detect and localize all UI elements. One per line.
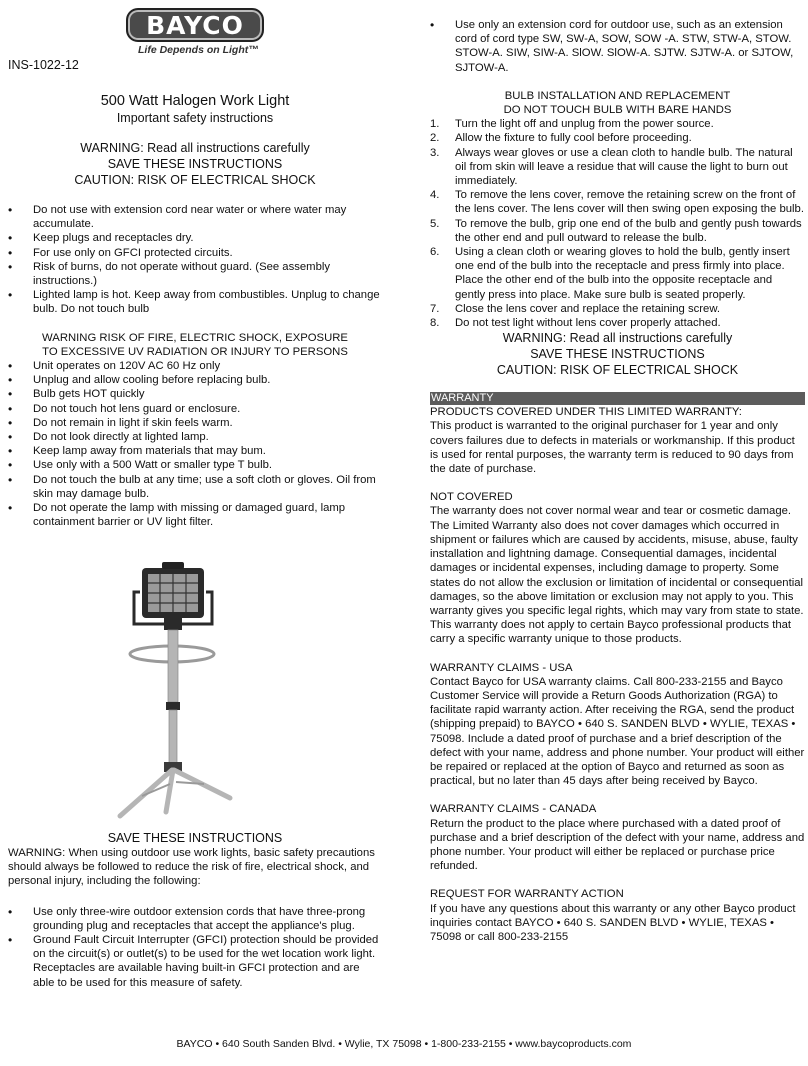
list-item: • Bulb gets HOT quickly xyxy=(8,387,382,401)
list-item: • Unit operates on 120V AC 60 Hz only xyxy=(8,359,382,373)
warning-line-3: CAUTION: RISK OF ELECTRICAL SHOCK xyxy=(74,173,316,187)
list-item: • Do not remain in light if skin feels warm. xyxy=(8,416,382,430)
list-item: • Keep plugs and receptacles dry. xyxy=(8,231,382,245)
list-item: • Unplug and allow cooling before replacing bulb. xyxy=(8,373,382,387)
step-number: 1. xyxy=(430,118,440,131)
right-column xyxy=(430,0,805,944)
logo-tagline: Life Depends on Light™ xyxy=(138,44,259,56)
list-item: • Lighted lamp is hot. Keep away from combustibles. Unplug to change bulb. Do not touch bulb xyxy=(8,288,382,316)
warning-2-line-3: CAUTION: RISK OF ELECTRICAL SHOCK xyxy=(496,363,739,378)
safety-list xyxy=(8,203,382,317)
work-light-illustration xyxy=(112,562,238,824)
not-covered-text: The warranty does not cover normal wear and tear or cosmetic damage. The Limited Warranty also does not cover damages which occurred in shipment or failures which are caused by accidents, misuse, abuse, faulty installation and lightning damage. Consequential damages, incidental damages or incidental expenses, including damage to property. Some states do not allow the exclusion or limitation of incidental or consequential damages, so the above limitation or exclusion may not apply to you. This warranty gives you specific legal rights, which may vary from state to state. This warranty does not apply to certain Bayco professional products that carry a specific warranty unique to those products. xyxy=(430,505,804,646)
bulb-heading-line-1: BULB INSTALLATION AND REPLACEMENT xyxy=(504,89,731,102)
list-item xyxy=(430,117,805,131)
step-number: 6. xyxy=(430,246,440,259)
fire-warning-line-1: WARNING RISK OF FIRE, ELECTRIC SHOCK, EXPOSURE xyxy=(42,331,348,344)
left-column xyxy=(8,0,382,529)
list-item: • Do not look directly at lighted lamp. xyxy=(8,430,382,444)
warning-line-2: SAVE THESE INSTRUCTIONS xyxy=(107,157,283,171)
canada-claims-heading: WARRANTY CLAIMS - CANADA xyxy=(430,803,597,816)
outdoor-list xyxy=(8,905,382,990)
warranty-bar: WARRANTY xyxy=(430,392,805,405)
step-text: Allow the fixture to fully cool before proceeding. xyxy=(455,132,692,145)
step-text: Always wear gloves or use a clean cloth to handle bulb. The natural oil from skin will leave a residue that will cause the light to burn out immediately. xyxy=(455,146,793,188)
list-item: • Ground Fault Circuit Interrupter (GFCI) protection should be provided on the circuit(s) or outlet(s) to be used for the wet location work light. Receptacles are available having built-in GFCI protection and are able to be used for this measure of safety. xyxy=(8,933,382,990)
step-text: Using a clean cloth or wearing gloves to hold the bulb, gently insert one end of the bulb into the receptacle and press firmly into place. Place the other end of the bulb into the opposite receptacle and gently press into place. Make sure bulb is seated properly. xyxy=(455,246,790,301)
list-item: • Use only an extension cord for outdoor use, such as an extension cord of cord type SW, SW-A, SOW, SOW -A. STW, STW-A, STOW. STOW-A. SIW, SIW-A. SlOW. SlOW-A. SJTW. SJTW-A. or SJTOW, SJTOW-A. xyxy=(430,18,805,75)
step-number: 3. xyxy=(430,146,440,159)
bulb-steps xyxy=(430,117,805,330)
list-item: • Risk of burns, do not operate without guard. (See assembly instructions.) xyxy=(8,260,382,288)
covered-heading: PRODUCTS COVERED UNDER THIS LIMITED WARRANTY: xyxy=(430,406,742,419)
step-text: To remove the lens cover, remove the retaining screw on the front of the lens cover. The lens cover will then swing open exposing the bulb. xyxy=(455,189,804,216)
warning-line-1: WARNING: Read all instructions carefully xyxy=(80,141,310,155)
usa-claims-heading: WARRANTY CLAIMS - USA xyxy=(430,661,573,674)
warning-2-line-2: SAVE THESE INSTRUCTIONS xyxy=(530,347,705,362)
step-text: Do not test light without lens cover properly attached. xyxy=(455,317,721,330)
list-item xyxy=(430,316,805,330)
outdoor-warning: WARNING: When using outdoor use work lights, basic safety precautions should always be followed to reduce the risk of fire, electrical shock, and personal injury, including the following: xyxy=(8,847,375,888)
outdoor-section xyxy=(8,830,382,990)
list-item xyxy=(430,188,805,216)
step-number: 8. xyxy=(430,317,440,330)
warning-2-line-1: WARNING: Read all instructions carefully xyxy=(502,331,733,346)
request-heading: REQUEST FOR WARRANTY ACTION xyxy=(430,888,624,901)
logo-text: BAYCO xyxy=(146,10,244,40)
step-text: Close the lens cover and replace the retaining screw. xyxy=(455,302,720,315)
canada-claims-text: Return the product to the place where purchased with a dated proof of purchase and a brief description of the defect with your name, address and phone number. Your product will either be replaced or purchase price refunded. xyxy=(430,817,805,873)
list-item: • Do not use with extension cord near water or where water may accumulate. xyxy=(8,203,382,231)
usa-claims-text: Contact Bayco for USA warranty claims. Call 800-233-2155 and Bayco Customer Service will provide a Return Goods Authorization (RGA) to facilitate rapid warranty action. After receiving the RGA, send the product (shipping prepaid) to BAYCO • 640 S. SANDEN BLVD • WYLIE, TEXAS • 75098. Include a dated proof of purchase and a brief description of the defect with your name, address and phone number. Your product will either be repaired or replaced at the option of Bayco and returned as soon as practical, but no later than 45 days after being received by Bayco. xyxy=(430,675,805,788)
fire-list xyxy=(8,359,382,529)
save-heading: SAVE THESE INSTRUCTIONS xyxy=(107,831,283,845)
list-item: • Do not operate the lamp with missing or damaged guard, lamp containment barrier or UV light filter. xyxy=(8,501,382,529)
bulb-heading-line-2: DO NOT TOUCH BULB WITH BARE HANDS xyxy=(503,104,732,117)
cord-list xyxy=(430,18,805,75)
fire-warning-line-2: TO EXCESSIVE UV RADIATION OR INJURY TO PERSONS xyxy=(42,345,348,358)
step-number: 4. xyxy=(430,189,440,202)
list-item xyxy=(430,245,805,302)
request-text: If you have any questions about this warranty or any other Bayco product inquiries contact BAYCO • 640 S. SANDEN BLVD • WYLIE, TEXAS • 75098 or call 800-233-2155 xyxy=(430,902,796,943)
step-text: Turn the light off and unplug from the power source. xyxy=(455,118,714,131)
list-item xyxy=(430,146,805,189)
page-title: 500 Watt Halogen Work Light xyxy=(100,93,290,109)
page-footer: BAYCO • 640 South Sanden Blvd. • Wylie, TX 75098 • 1-800-233-2155 • www.baycoproducts.com xyxy=(176,1038,632,1050)
list-item: • Use only with a 500 Watt or smaller type T bulb. xyxy=(8,458,382,472)
list-item: • Use only three-wire outdoor extension cords that have three-prong grounding plug and receptacles that accept the appliance's plug. xyxy=(8,905,382,933)
step-text: To remove the bulb, grip one end of the bulb and gently push towards the other end and pull outward to release the bulb. xyxy=(455,217,802,244)
list-item: • Do not touch hot lens guard or enclosure. xyxy=(8,402,382,416)
list-item: • Do not touch the bulb at any time; use a soft cloth or gloves. Oil from skin may damage bulb. xyxy=(8,473,382,501)
list-item: • For use only on GFCI protected circuits. xyxy=(8,246,382,260)
step-number: 2. xyxy=(430,132,440,145)
document-id: INS-1022-12 xyxy=(8,58,79,72)
list-item: • Keep lamp away from materials that may bum. xyxy=(8,444,382,458)
covered-text: This product is warranted to the original purchaser for 1 year and only covers failures due to defects in materials or workmanship. If this product is used for rental purposes, the warranty term is reduced to 90 days from the date of purchase. xyxy=(430,420,795,476)
list-item xyxy=(430,131,805,145)
step-number: 7. xyxy=(430,302,440,315)
list-item xyxy=(430,302,805,316)
not-covered-heading: NOT COVERED xyxy=(430,491,513,504)
page-subtitle: Important safety instructions xyxy=(116,111,274,125)
step-number: 5. xyxy=(430,217,440,230)
list-item xyxy=(430,217,805,245)
